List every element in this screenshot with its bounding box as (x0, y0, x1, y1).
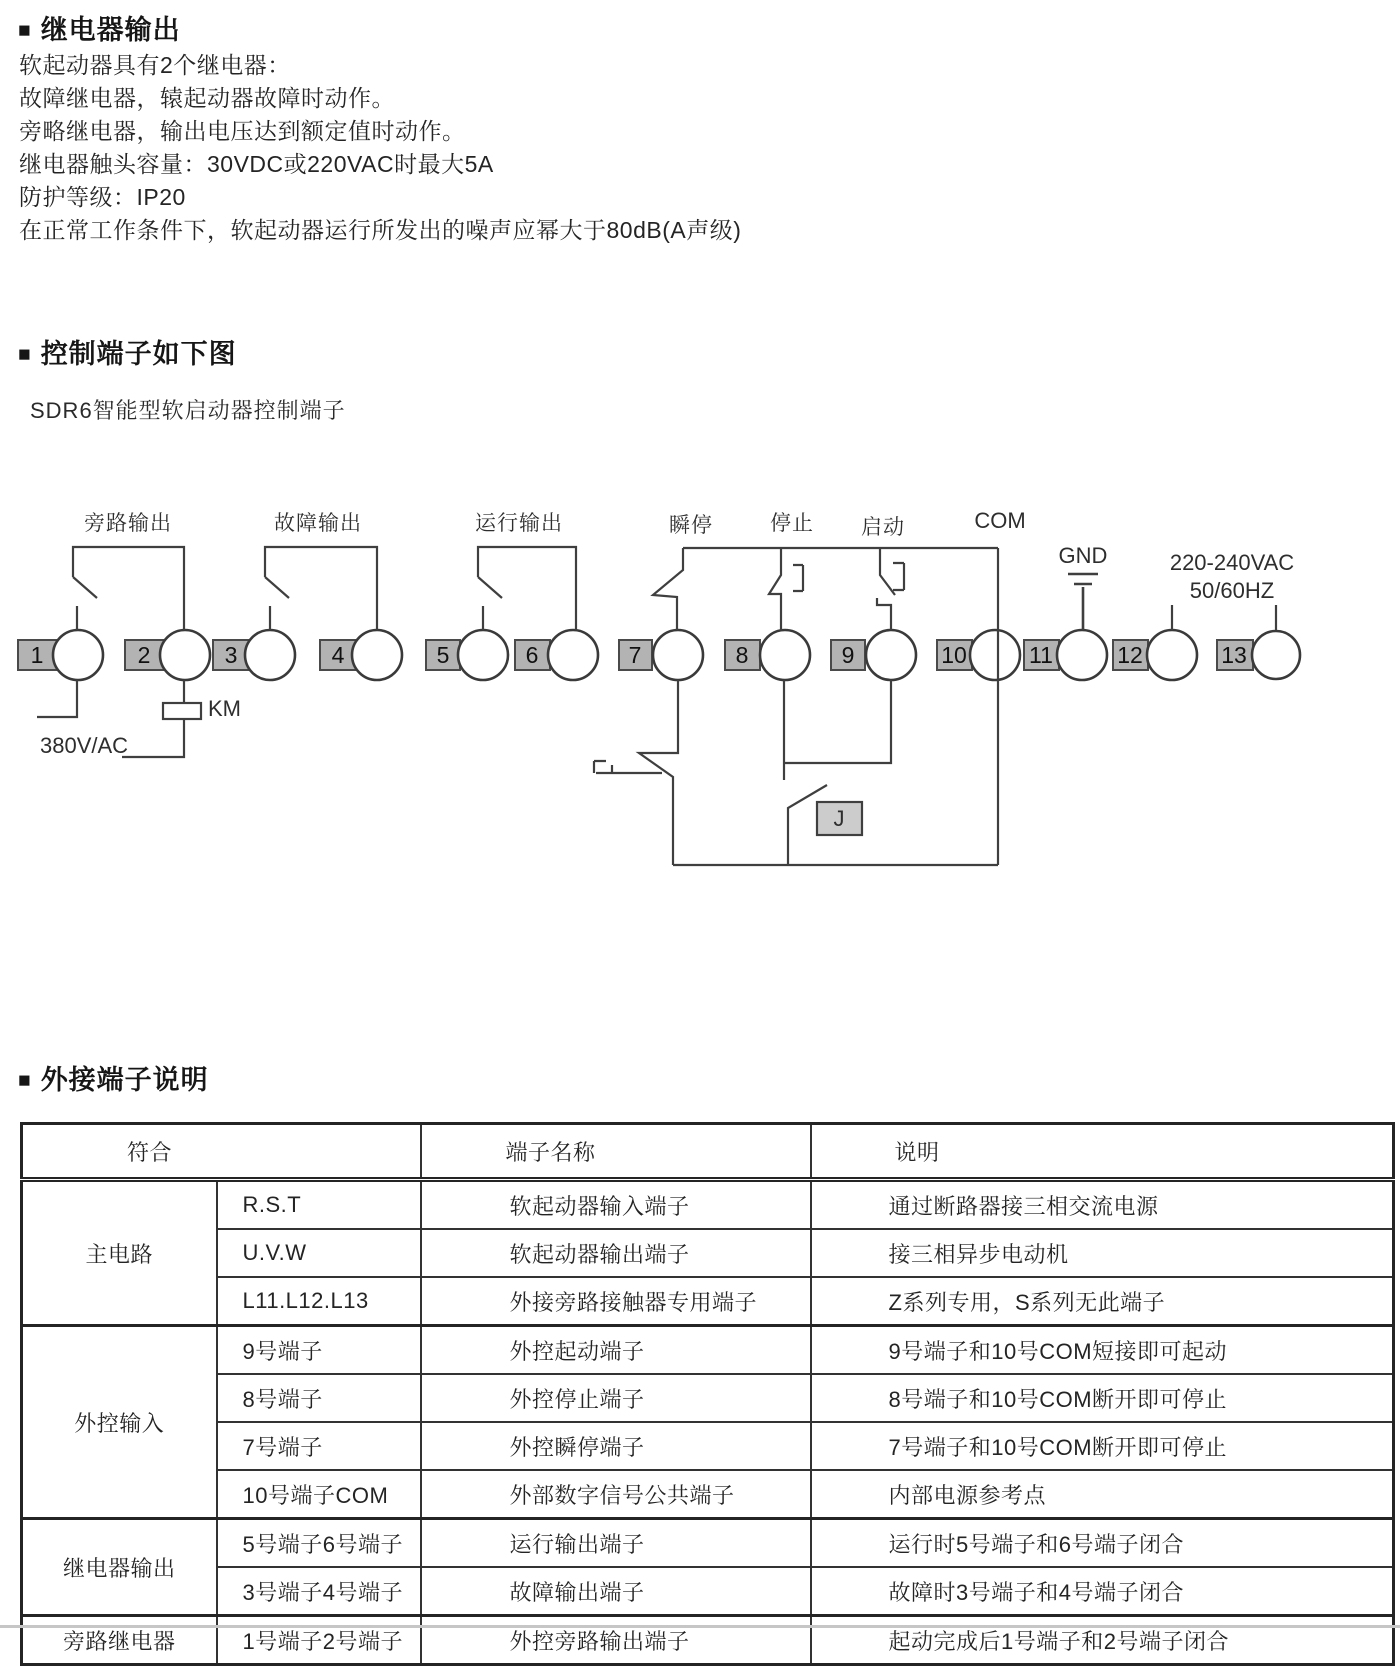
page-bottom-edge (0, 1625, 1400, 1628)
table-row (22, 1326, 1394, 1375)
cell-terminal-name: 外控起动端子 (421, 1326, 811, 1375)
terminal-circle-4 (352, 630, 402, 680)
table-row (22, 1277, 1394, 1326)
square-bullet-icon: ■ (18, 1069, 32, 1092)
table-header-row (22, 1124, 1394, 1180)
cell-symbol: 9号端子 (217, 1326, 421, 1375)
label-supply-380v: 380V/AC (40, 733, 129, 758)
section-title-control-terminals (18, 332, 237, 371)
cell-symbol: 7号端子 (217, 1422, 421, 1470)
stop-switch-wire (769, 548, 781, 630)
terminal-number: 5 (436, 642, 450, 668)
cell-symbol: 10号端子COM (217, 1470, 421, 1519)
square-bullet-icon: ■ (18, 343, 32, 366)
group-label-bypass-relay: 旁路继电器 (22, 1616, 217, 1665)
terminal-circle-7 (653, 630, 703, 680)
cell-description: 通过断路器接三相交流电源 (811, 1180, 1394, 1230)
label-bypass-output: 旁路输出 (84, 512, 172, 535)
cell-description: 9号端子和10号COM短接即可起动 (811, 1326, 1394, 1375)
cell-description: 8号端子和10号COM断开即可停止 (811, 1374, 1394, 1422)
terminal-number: 8 (735, 642, 749, 668)
label-stop: 停止 (770, 512, 814, 535)
cell-symbol: 8号端子 (217, 1374, 421, 1422)
stop-button-actuator (793, 565, 803, 591)
terminal-circle-1 (53, 630, 103, 680)
square-bullet-icon: ■ (18, 19, 32, 42)
table-row (22, 1616, 1394, 1665)
section-title-text: 外接端子说明 (40, 1065, 209, 1095)
label-voltage: 220-240VAC (1169, 550, 1295, 575)
table-row (22, 1180, 1394, 1230)
cell-description: 运行时5号端子和6号端子闭合 (811, 1519, 1394, 1568)
label-frequency: 50/60HZ (1189, 578, 1275, 603)
terminal-circle-13 (1252, 631, 1300, 679)
group-label-main-circuit: 主电路 (22, 1180, 217, 1326)
cell-description: 起动完成后1号端子和2号端子闭合 (811, 1616, 1394, 1665)
km-coil-box (163, 703, 201, 719)
table-row (22, 1422, 1394, 1470)
cell-symbol: 3号端子4号端子 (217, 1567, 421, 1616)
label-j-relay: J (833, 806, 845, 831)
terminal-number: 7 (628, 642, 642, 668)
section-title-text: 继电器输出 (40, 15, 181, 45)
cell-description: 7号端子和10号COM断开即可停止 (811, 1422, 1394, 1470)
terminal-number: 12 (1117, 642, 1143, 668)
label-gnd: GND (1058, 543, 1108, 568)
terminal-circle-3 (245, 630, 295, 680)
cell-terminal-name: 运行输出端子 (421, 1519, 811, 1568)
label-jog: 瞬停 (669, 514, 713, 537)
terminal-circle-12 (1147, 630, 1197, 680)
label-run-output: 运行输出 (475, 512, 563, 535)
terminal-circle-10 (970, 630, 1020, 680)
group-label-relay-output: 继电器输出 (22, 1519, 217, 1616)
cell-symbol: 5号端子6号端子 (217, 1519, 421, 1568)
terminal-number: 6 (525, 642, 539, 668)
terminal-circle-9 (866, 630, 916, 680)
terminal-number: 11 (1029, 642, 1053, 668)
table-row (22, 1567, 1394, 1616)
terminal-circle-8 (760, 630, 810, 680)
table-row (22, 1374, 1394, 1422)
fault-contact-wire (265, 547, 377, 630)
cell-description: 故障时3号端子和4号端子闭合 (811, 1567, 1394, 1616)
cell-symbol: U.V.W (217, 1229, 421, 1277)
group-label-external-input: 外控输入 (22, 1326, 217, 1519)
paragraph-line: 软起动器具有2个继电器： (19, 52, 291, 78)
terminal-number: 9 (841, 642, 855, 668)
start-switch-wire (880, 548, 895, 595)
table-row (22, 1470, 1394, 1519)
paragraph-line: 旁略继电器，输出电压达到额定值时动作。 (19, 118, 466, 144)
section-title-relay-output (18, 8, 181, 47)
cell-description: 内部电源参考点 (811, 1470, 1394, 1519)
paragraph-line: 继电器触头容量：30VDC或220VAC时最大5A (19, 151, 494, 177)
label-start: 启动 (861, 516, 905, 539)
section-title-terminal-table (18, 1058, 209, 1097)
cell-terminal-name: 外控停止端子 (421, 1374, 811, 1422)
bypass-contact-wire (73, 547, 184, 630)
relay-output-paragraph (19, 49, 741, 247)
cell-description: Z系列专用，S系列无此端子 (811, 1277, 1394, 1326)
cell-terminal-name: 外控瞬停端子 (421, 1422, 811, 1470)
table-row (22, 1519, 1394, 1568)
terminal-number: 4 (331, 642, 345, 668)
paragraph-line: 故障继电器，辕起动器故障时动作。 (19, 85, 395, 111)
terminal-number: 1 (30, 642, 44, 668)
cell-terminal-name: 外控旁路输出端子 (421, 1616, 811, 1665)
terminal-circle-6 (548, 630, 598, 680)
cell-terminal-name: 故障输出端子 (421, 1567, 811, 1616)
paragraph-line: 防护等级：IP20 (19, 184, 186, 210)
control-terminal-wiring-diagram (0, 470, 1400, 900)
ground-icon (1068, 574, 1098, 630)
column-header-desc: 说明 (811, 1124, 1394, 1180)
terminal-number: 10 (941, 642, 967, 668)
cell-symbol: R.S.T (217, 1180, 421, 1230)
cell-terminal-name: 软起动器输入端子 (421, 1180, 811, 1230)
start-button-actuator (893, 563, 904, 590)
paragraph-line: 在正常工作条件下，软起动器运行所发出的噪声应幂大于80dB(A声级) (19, 217, 742, 243)
jog-switch-wire (653, 548, 683, 630)
column-header-name: 端子名称 (421, 1124, 811, 1180)
cell-symbol: L11.L12.L13 (217, 1277, 421, 1326)
terminal-number: 13 (1221, 642, 1247, 668)
column-header-symbol: 符合 (22, 1124, 421, 1180)
start-contact-hook (877, 598, 891, 630)
terminal-circle-5 (458, 630, 508, 680)
stop-start-link-wire (784, 680, 891, 780)
diagram-caption: SDR6智能型软启动器控制端子 (30, 398, 346, 423)
section-title-text: 控制端子如下图 (40, 339, 237, 369)
label-km: KM (208, 696, 241, 721)
terminal-number: 2 (137, 642, 151, 668)
cell-terminal-name: 外部数字信号公共端子 (421, 1470, 811, 1519)
run-contact-wire (478, 547, 576, 630)
table-row (22, 1229, 1394, 1277)
terminal-circle-2 (160, 630, 210, 680)
label-com: COM (974, 508, 1026, 533)
cell-terminal-name: 外接旁路接触器专用端子 (421, 1277, 811, 1326)
terminal-circle-11 (1057, 630, 1107, 680)
label-fault-output: 故障输出 (274, 512, 362, 535)
cell-terminal-name: 软起动器输出端子 (421, 1229, 811, 1277)
cell-symbol: 1号端子2号端子 (217, 1616, 421, 1665)
terminal-number: 3 (224, 642, 238, 668)
cell-description: 接三相异步电动机 (811, 1229, 1394, 1277)
terminal-description-table (20, 1122, 1395, 1666)
